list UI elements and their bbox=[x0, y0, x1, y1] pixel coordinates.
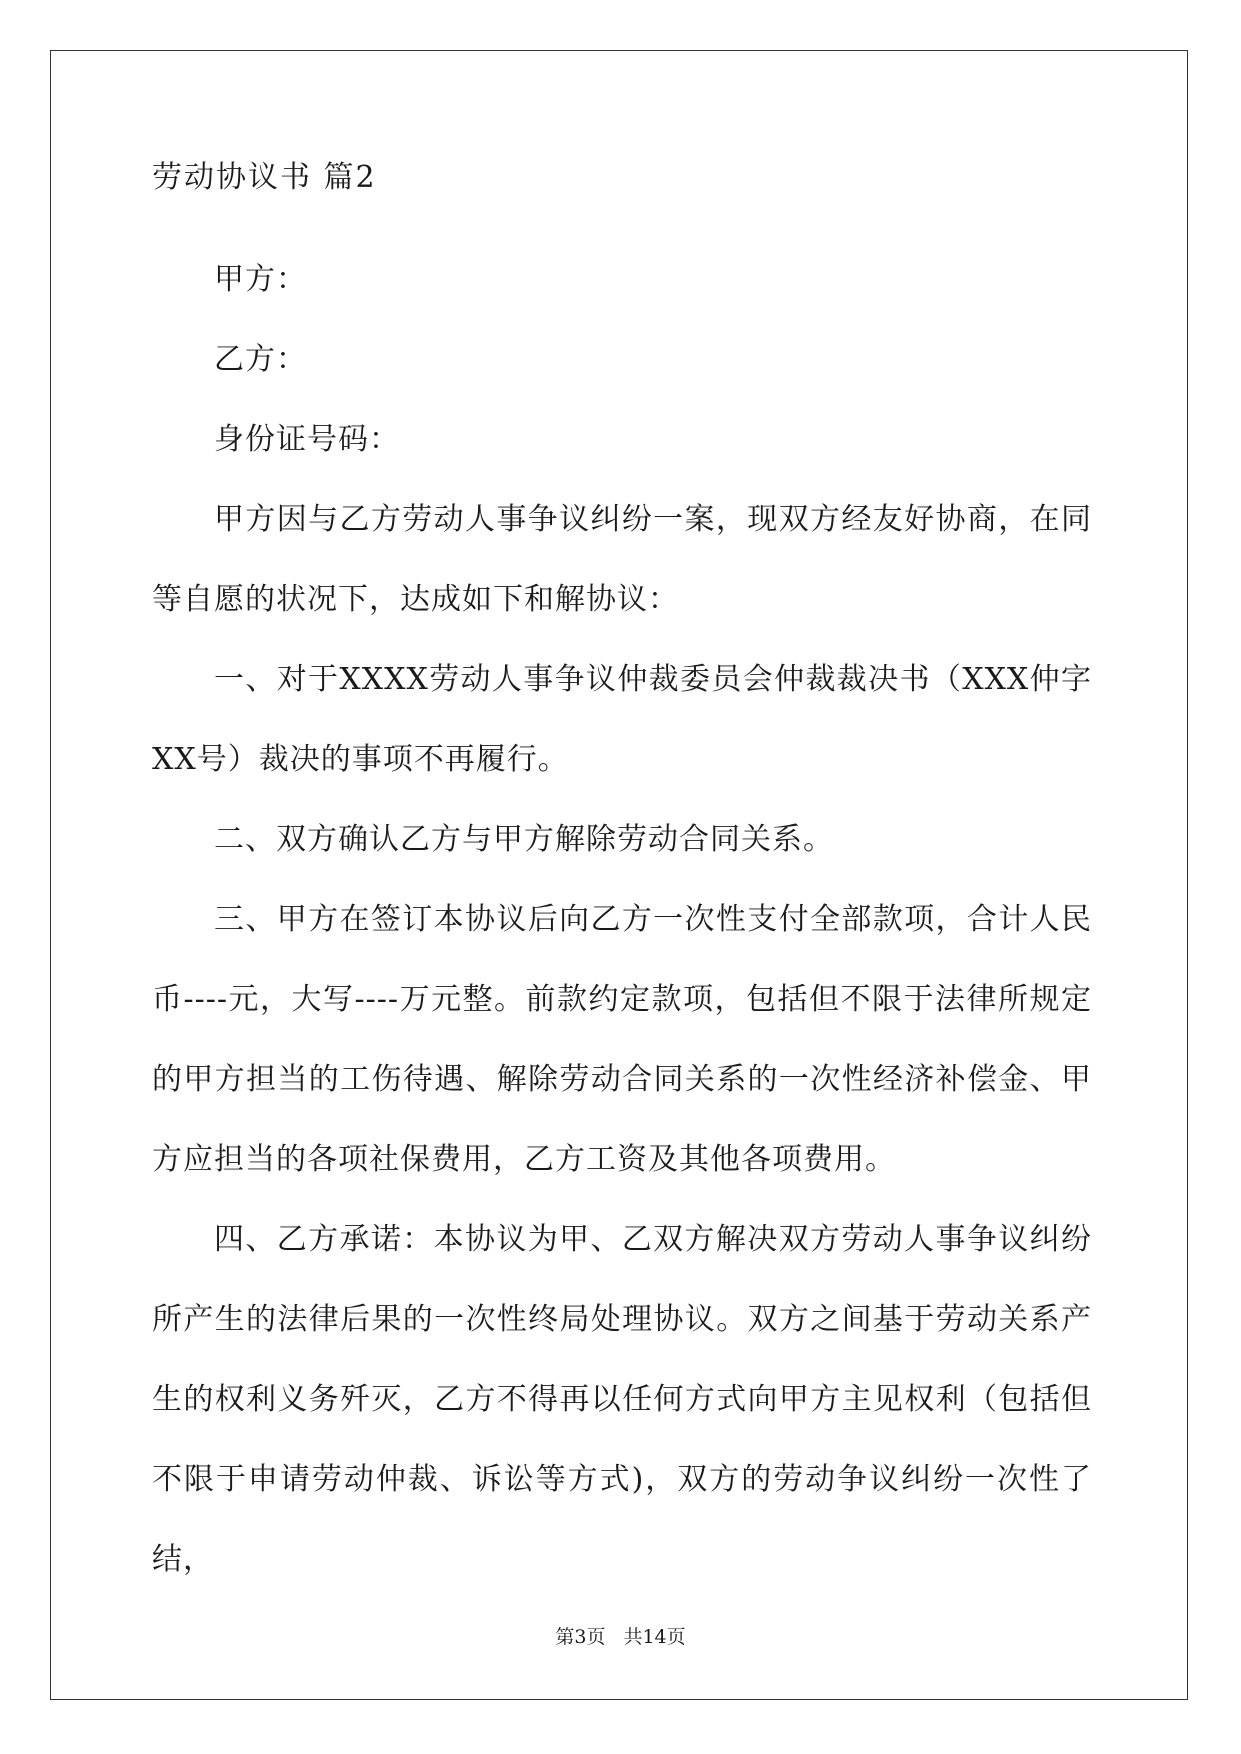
clause-3-paragraph: 三、甲方在签订本协议后向乙方一次性支付全部款项，合计人民币----元，大写----万元整。前款约定款项，包括但不限于法律所规定的甲方担当的工伤待遇、解除劳动合同关系的一次性经济补偿金、甲方应担当的各项社保费用，乙方工资及其他各项费用。 bbox=[152, 902, 1092, 1177]
page-number: 第3页 bbox=[555, 1626, 606, 1648]
page-footer bbox=[0, 1625, 1241, 1649]
clause-4-paragraph: 四、乙方承诺：本协议为甲、乙双方解决双方劳动人事争议纠纷所产生的法律后果的一次性终局处理协议。双方之间基于劳动关系产生的权利义务歼灭，乙方不得再以任何方式向甲方主见权利（包括但不限于申请劳动仲裁、诉讼等方式)，双方的劳动争议纠纷一次性了结， bbox=[152, 1222, 1092, 1577]
id-number-line: 身份证号码： bbox=[214, 422, 400, 457]
document-body bbox=[152, 160, 1092, 1600]
party-b-line: 乙方： bbox=[214, 342, 307, 377]
page-total: 共14页 bbox=[623, 1626, 686, 1648]
party-a-line: 甲方： bbox=[214, 262, 307, 297]
clause-1-paragraph: 一、对于XXXX劳动人事争议仲裁委员会仲裁裁决书（XXX仲字XX号）裁决的事项不再履行。 bbox=[152, 662, 1092, 777]
preamble-paragraph: 甲方因与乙方劳动人事争议纠纷一案，现双方经友好协商，在同等自愿的状况下，达成如下和解协议： bbox=[152, 502, 1092, 617]
document-title: 劳动协议书 篇2 bbox=[152, 160, 377, 195]
clause-2-paragraph: 二、双方确认乙方与甲方解除劳动合同关系。 bbox=[214, 822, 834, 857]
